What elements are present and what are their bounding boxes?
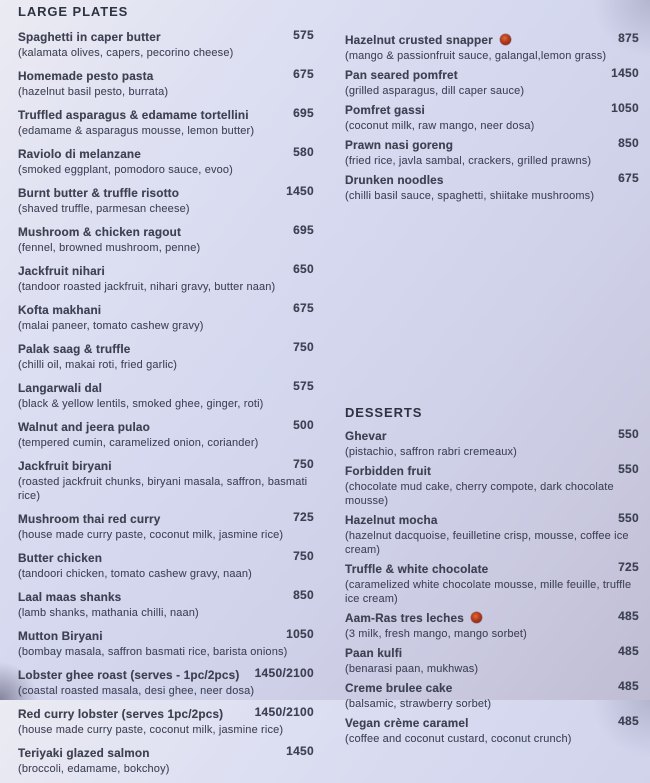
- menu-item-row: [18, 666, 314, 684]
- item-price: 485: [618, 644, 639, 658]
- item-name: Hazelnut mocha: [345, 513, 438, 527]
- menu-item-row: [18, 223, 314, 241]
- menu-item-row: [18, 301, 314, 319]
- item-name: Walnut and jeera pulao: [18, 420, 150, 434]
- menu-item-row: [345, 171, 639, 189]
- item-price: 725: [618, 560, 639, 574]
- item-name: Drunken noodles: [345, 173, 444, 187]
- item-price: 725: [293, 510, 314, 524]
- item-price: 1450/2100: [254, 705, 314, 719]
- menu-item: [345, 511, 639, 557]
- item-price: 550: [618, 427, 639, 441]
- menu-item-row: [345, 427, 639, 445]
- item-description: (pistachio, saffron rabri cremeaux): [345, 446, 517, 458]
- menu-item-row: [18, 145, 314, 163]
- menu-item-row: [18, 184, 314, 202]
- menu-item-row: [345, 644, 639, 662]
- menu-item: [18, 184, 314, 216]
- chef-special-icon: [500, 34, 511, 45]
- item-name: Truffle & white chocolate: [345, 562, 489, 576]
- item-price: 750: [293, 340, 314, 354]
- menu-item: [18, 549, 314, 581]
- item-name: Aam-Ras tres leches: [345, 611, 464, 625]
- menu-item-row: [18, 744, 314, 762]
- menu-item: [345, 679, 639, 711]
- desserts-list: [345, 427, 639, 746]
- menu-item: [18, 145, 314, 177]
- menu-item: [18, 418, 314, 450]
- item-name: Laal maas shanks: [18, 590, 122, 604]
- item-name: Lobster ghee roast (serves - 1pc/2pcs): [18, 668, 240, 682]
- menu-item: [345, 609, 639, 641]
- item-price: 550: [618, 462, 639, 476]
- menu-item-row: [18, 705, 314, 723]
- menu-item: [18, 744, 314, 776]
- menu-item-row: [18, 588, 314, 606]
- item-description: (tandoor roasted jackfruit, nihari gravy, butter naan): [18, 281, 276, 293]
- item-description: (roasted jackfruit chunks, biryani masala, saffron, basmati rice): [18, 476, 308, 502]
- item-name: Palak saag & truffle: [18, 342, 131, 356]
- item-name: Mushroom thai red curry: [18, 512, 161, 526]
- item-price: 675: [293, 67, 314, 81]
- item-name: Paan kulfi: [345, 646, 403, 660]
- item-description: (shaved truffle, parmesan cheese): [18, 203, 190, 215]
- item-price: 485: [618, 609, 639, 623]
- item-description: (coconut milk, raw mango, neer dosa): [345, 120, 535, 132]
- menu-item: [18, 666, 314, 698]
- menu-item-row: [18, 340, 314, 358]
- item-price: 750: [293, 457, 314, 471]
- item-description: (chilli basil sauce, spaghetti, shiitake mushrooms): [345, 190, 595, 202]
- item-price: 695: [293, 106, 314, 120]
- menu-item-row: [18, 67, 314, 85]
- item-description: (lamb shanks, mathania chilli, naan): [18, 607, 199, 619]
- item-price: 675: [293, 301, 314, 315]
- menu-item-row: [18, 379, 314, 397]
- menu-item: [18, 28, 314, 60]
- item-description: (house made curry paste, coconut milk, jasmine rice): [18, 724, 284, 736]
- menu-item: [18, 106, 314, 138]
- item-price: 1450: [286, 184, 314, 198]
- item-name: Hazelnut crusted snapper: [345, 33, 493, 47]
- menu-item: [18, 379, 314, 411]
- menu-item-row: [345, 101, 639, 119]
- item-price: 575: [293, 379, 314, 393]
- item-description: (tandoori chicken, tomato cashew gravy, naan): [18, 568, 252, 580]
- item-price: 1450: [286, 744, 314, 758]
- item-name: Vegan crème caramel: [345, 716, 469, 730]
- menu-item: [18, 340, 314, 372]
- item-name: Pomfret gassi: [345, 103, 425, 117]
- menu-item: [18, 223, 314, 255]
- item-description: (hazelnut basil pesto, burrata): [18, 86, 169, 98]
- item-description: (coffee and coconut custard, coconut crunch): [345, 733, 572, 745]
- menu-item-row: [18, 510, 314, 528]
- menu-item: [18, 457, 314, 503]
- item-price: 1050: [611, 101, 639, 115]
- menu-item: [345, 427, 639, 459]
- menu-item-row: [345, 511, 639, 529]
- menu-item-row: [345, 560, 639, 578]
- menu-item: [345, 462, 639, 508]
- item-price: 1050: [286, 627, 314, 641]
- menu-item-row: [18, 549, 314, 567]
- menu-item-row: [18, 28, 314, 46]
- item-description: (benarasi paan, mukhwas): [345, 663, 479, 675]
- item-description: (fried rice, javla sambal, crackers, grilled prawns): [345, 155, 592, 167]
- item-price: 875: [618, 31, 639, 45]
- item-name: Butter chicken: [18, 551, 103, 565]
- menu-item: [18, 705, 314, 737]
- menu-item-row: [345, 66, 639, 84]
- menu-item: [18, 588, 314, 620]
- item-name: Homemade pesto pasta: [18, 69, 154, 83]
- desserts-header: DESSERTS: [345, 405, 423, 420]
- item-name: Forbidden fruit: [345, 464, 432, 478]
- menu-item: [345, 66, 639, 98]
- menu-item-row: [18, 106, 314, 124]
- item-description: (malai paneer, tomato cashew gravy): [18, 320, 204, 332]
- item-name: Jackfruit nihari: [18, 264, 105, 278]
- item-name: Creme brulee cake: [345, 681, 453, 695]
- menu-item: [18, 301, 314, 333]
- large-plates-list-left: [18, 28, 314, 776]
- item-price: 500: [293, 418, 314, 432]
- item-description: (chilli oil, makai roti, fried garlic): [18, 359, 178, 371]
- item-description: (bombay masala, saffron basmati rice, barista onions): [18, 646, 288, 658]
- item-name: Jackfruit biryani: [18, 459, 112, 473]
- item-price: 675: [618, 171, 639, 185]
- item-name: Truffled asparagus & edamame tortellini: [18, 108, 249, 122]
- item-description: (caramelized white chocolate mousse, mille feuille, truffle ice cream): [345, 579, 632, 605]
- item-description: (mango & passionfruit sauce, galangal,lemon grass): [345, 50, 607, 62]
- item-description: (chocolate mud cake, cherry compote, dark chocolate mousse): [345, 481, 614, 507]
- menu-item: [345, 101, 639, 133]
- menu-item-row: [345, 31, 639, 49]
- item-name: Langarwali dal: [18, 381, 103, 395]
- menu-item: [18, 627, 314, 659]
- menu-item: [345, 136, 639, 168]
- item-price: 1450/2100: [254, 666, 314, 680]
- item-description: (edamame & asparagus mousse, lemon butter): [18, 125, 255, 137]
- menu-item: [345, 644, 639, 676]
- item-name: Ghevar: [345, 429, 387, 443]
- menu-item-row: [345, 462, 639, 480]
- item-name: Kofta makhani: [18, 303, 102, 317]
- menu-item: [345, 560, 639, 606]
- item-description: (kalamata olives, capers, pecorino cheese): [18, 47, 234, 59]
- item-price: 485: [618, 714, 639, 728]
- item-name: Red curry lobster (serves 1pc/2pcs): [18, 707, 224, 721]
- item-price: 550: [618, 511, 639, 525]
- item-description: (tempered cumin, caramelized onion, coriander): [18, 437, 259, 449]
- item-description: (3 milk, fresh mango, mango sorbet): [345, 628, 527, 640]
- menu-item-row: [345, 714, 639, 732]
- item-description: (smoked eggplant, pomodoro sauce, evoo): [18, 164, 233, 176]
- item-price: 575: [293, 28, 314, 42]
- large-plates-header: LARGE PLATES: [18, 4, 129, 19]
- menu-item: [18, 67, 314, 99]
- menu-item-row: [345, 679, 639, 697]
- item-price: 850: [293, 588, 314, 602]
- menu-item: [18, 510, 314, 542]
- item-name: Prawn nasi goreng: [345, 138, 454, 152]
- item-description: (broccoli, edamame, bokchoy): [18, 763, 170, 775]
- menu-item-row: [18, 262, 314, 280]
- item-name: Teriyaki glazed salmon: [18, 746, 150, 760]
- item-price: 850: [618, 136, 639, 150]
- chef-special-icon: [471, 612, 482, 623]
- right-column: [345, 31, 639, 749]
- menu-item: [18, 262, 314, 294]
- menu-item-row: [18, 457, 314, 475]
- large-plates-list-right: [345, 31, 639, 203]
- menu-item: [345, 714, 639, 746]
- menu-item-row: [18, 418, 314, 436]
- item-description: (grilled asparagus, dill caper sauce): [345, 85, 525, 97]
- menu-item-row: [18, 627, 314, 645]
- item-description: (hazelnut dacquoise, feuilletine crisp, mousse, coffee ice cream): [345, 530, 629, 556]
- item-description: (fennel, browned mushroom, penne): [18, 242, 201, 254]
- item-price: 650: [293, 262, 314, 276]
- item-price: 750: [293, 549, 314, 563]
- menu-item-row: [345, 609, 639, 627]
- item-price: 485: [618, 679, 639, 693]
- item-description: (house made curry paste, coconut milk, jasmine rice): [18, 529, 284, 541]
- item-description: (coastal roasted masala, desi ghee, neer dosa): [18, 685, 255, 697]
- item-price: 695: [293, 223, 314, 237]
- menu-item-row: [345, 136, 639, 154]
- item-name: Pan seared pomfret: [345, 68, 458, 82]
- left-column: [18, 4, 314, 783]
- item-description: (balsamic, strawberry sorbet): [345, 698, 492, 710]
- item-description: (black & yellow lentils, smoked ghee, ginger, roti): [18, 398, 264, 410]
- item-name: Mushroom & chicken ragout: [18, 225, 182, 239]
- item-name: Raviolo di melanzane: [18, 147, 141, 161]
- item-name: Spaghetti in caper butter: [18, 30, 161, 44]
- item-price: 1450: [611, 66, 639, 80]
- item-name: Burnt butter & truffle risotto: [18, 186, 180, 200]
- item-name: Mutton Biryani: [18, 629, 103, 643]
- menu-item: [345, 171, 639, 203]
- item-price: 580: [293, 145, 314, 159]
- menu-item: [345, 31, 639, 63]
